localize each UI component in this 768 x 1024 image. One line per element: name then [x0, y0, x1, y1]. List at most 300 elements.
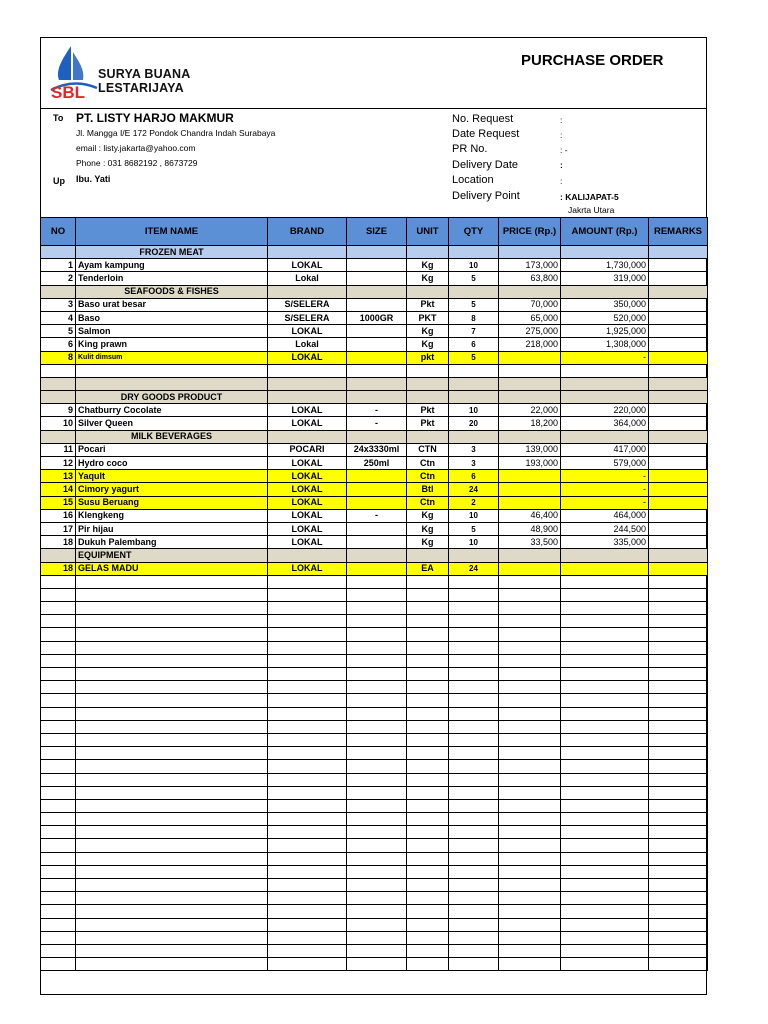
table-cell — [449, 588, 499, 601]
table-cell — [499, 615, 561, 628]
up-name: Ibu. Yati — [76, 174, 111, 184]
table-cell — [407, 707, 449, 720]
table-cell — [649, 760, 708, 773]
cell-item-name: Baso — [76, 311, 268, 324]
cell-row-number: 18 — [41, 562, 76, 575]
cell-amount: 520,000 — [561, 311, 649, 324]
cell-item-name: Salmon — [76, 325, 268, 338]
col-header-remarks: REMARKS — [649, 218, 708, 246]
empty-row — [41, 892, 708, 905]
table-cell — [268, 549, 347, 562]
cell-unit: Kg — [407, 536, 449, 549]
table-cell — [407, 786, 449, 799]
table-cell — [41, 681, 76, 694]
table-cell — [76, 786, 268, 799]
cell-unit: Kg — [407, 272, 449, 285]
table-cell — [76, 879, 268, 892]
table-cell — [76, 892, 268, 905]
table-cell — [499, 654, 561, 667]
table-cell — [649, 602, 708, 615]
table-cell — [268, 944, 347, 957]
table-cell — [41, 905, 76, 918]
cell-item-name: Susu Beruang — [76, 496, 268, 509]
cell-price: 46,400 — [499, 509, 561, 522]
cell-item-name: Kulit dimsum — [76, 351, 268, 364]
table-cell — [347, 931, 407, 944]
cell-unit: Kg — [407, 325, 449, 338]
cell-unit: EA — [407, 562, 449, 575]
table-cell — [41, 588, 76, 601]
table-cell — [561, 668, 649, 681]
table-cell — [561, 733, 649, 746]
table-cell — [561, 588, 649, 601]
table-cell — [449, 944, 499, 957]
table-cell — [561, 905, 649, 918]
table-cell — [407, 681, 449, 694]
table-cell — [449, 813, 499, 826]
table-cell — [561, 865, 649, 878]
table-cell — [449, 839, 499, 852]
table-cell — [76, 641, 268, 654]
cell-remarks — [649, 496, 708, 509]
table-cell — [41, 813, 76, 826]
table-cell — [649, 958, 708, 971]
table-cell — [407, 760, 449, 773]
cell-size — [347, 536, 407, 549]
table-cell — [76, 733, 268, 746]
cell-amount: - — [561, 483, 649, 496]
table-cell — [499, 364, 561, 377]
table-row — [41, 536, 708, 549]
table-cell — [499, 799, 561, 812]
table-cell — [347, 602, 407, 615]
cell-qty: 5 — [449, 272, 499, 285]
order-info-section — [41, 108, 706, 218]
cell-remarks — [649, 509, 708, 522]
cell-row-number: 18 — [41, 536, 76, 549]
table-cell — [499, 905, 561, 918]
cell-unit: Kg — [407, 509, 449, 522]
cell-row-number: 4 — [41, 311, 76, 324]
table-cell — [268, 918, 347, 931]
table-cell — [499, 733, 561, 746]
table-cell — [76, 760, 268, 773]
table-cell — [499, 931, 561, 944]
table-cell — [76, 826, 268, 839]
table-cell — [407, 879, 449, 892]
table-cell — [268, 707, 347, 720]
table-cell — [407, 615, 449, 628]
delivery-date-value: : — [560, 160, 563, 170]
table-cell — [407, 733, 449, 746]
cell-brand: LOKAL — [268, 457, 347, 470]
cell-item-name: Baso urat besar — [76, 298, 268, 311]
table-cell — [407, 654, 449, 667]
table-cell — [347, 799, 407, 812]
table-cell — [407, 720, 449, 733]
col-header-price: PRICE (Rp.) — [499, 218, 561, 246]
table-cell — [407, 865, 449, 878]
table-cell — [407, 773, 449, 786]
table-cell — [499, 852, 561, 865]
table-cell — [76, 575, 268, 588]
cell-price: 193,000 — [499, 457, 561, 470]
table-cell — [41, 549, 76, 562]
table-cell — [449, 654, 499, 667]
table-cell — [449, 892, 499, 905]
to-label: To — [53, 113, 64, 123]
table-cell — [268, 747, 347, 760]
table-cell — [449, 549, 499, 562]
table-cell — [561, 879, 649, 892]
table-cell — [649, 575, 708, 588]
table-cell — [41, 931, 76, 944]
cell-brand: LOKAL — [268, 483, 347, 496]
no-request-value: : — [560, 115, 563, 125]
table-cell — [649, 826, 708, 839]
cell-remarks — [649, 404, 708, 417]
table-cell — [649, 364, 708, 377]
table-cell — [499, 773, 561, 786]
table-cell — [649, 246, 708, 259]
table-cell — [41, 602, 76, 615]
table-cell — [649, 931, 708, 944]
cell-price: 22,000 — [499, 404, 561, 417]
table-cell — [407, 813, 449, 826]
table-cell — [268, 575, 347, 588]
cell-price — [499, 496, 561, 509]
table-cell — [41, 958, 76, 971]
cell-row-number: 13 — [41, 470, 76, 483]
cell-unit: Kg — [407, 259, 449, 272]
category-row — [41, 246, 708, 259]
cell-item-name: Pir hijau — [76, 522, 268, 535]
empty-row — [41, 905, 708, 918]
cell-qty: 3 — [449, 457, 499, 470]
table-cell — [499, 839, 561, 852]
cell-amount: - — [561, 496, 649, 509]
cell-row-number: 1 — [41, 259, 76, 272]
table-cell — [41, 852, 76, 865]
cell-qty: 10 — [449, 404, 499, 417]
cell-price — [499, 562, 561, 575]
purchase-order-sheet — [40, 37, 707, 995]
table-cell — [499, 813, 561, 826]
category-row — [41, 391, 708, 404]
table-row — [41, 351, 708, 364]
cell-remarks — [649, 338, 708, 351]
table-row — [41, 483, 708, 496]
table-cell — [561, 852, 649, 865]
location-label: Location — [452, 174, 494, 186]
cell-amount: 1,730,000 — [561, 259, 649, 272]
table-cell — [499, 918, 561, 931]
delivery-point-value: : KALIJAPAT-5 — [560, 192, 619, 202]
cell-remarks — [649, 536, 708, 549]
cell-size — [347, 351, 407, 364]
table-cell — [268, 654, 347, 667]
cell-row-number: 14 — [41, 483, 76, 496]
table-cell — [76, 377, 268, 390]
cell-brand: LOKAL — [268, 536, 347, 549]
cell-brand: LOKAL — [268, 351, 347, 364]
table-cell — [76, 931, 268, 944]
table-row — [41, 417, 708, 430]
empty-row — [41, 641, 708, 654]
cell-row-number: 5 — [41, 325, 76, 338]
table-cell — [499, 865, 561, 878]
table-cell — [347, 377, 407, 390]
empty-row — [41, 839, 708, 852]
empty-row — [41, 747, 708, 760]
table-cell — [347, 786, 407, 799]
table-cell — [499, 391, 561, 404]
pr-no-label: PR No. — [452, 143, 488, 155]
cell-qty: 10 — [449, 509, 499, 522]
table-cell — [347, 391, 407, 404]
cell-unit: Pkt — [407, 417, 449, 430]
table-cell — [561, 602, 649, 615]
table-cell — [649, 879, 708, 892]
table-cell — [268, 931, 347, 944]
table-cell — [76, 628, 268, 641]
table-cell — [41, 799, 76, 812]
empty-row — [41, 918, 708, 931]
table-cell — [407, 246, 449, 259]
cell-amount: 417,000 — [561, 443, 649, 456]
table-cell — [41, 786, 76, 799]
table-cell — [499, 588, 561, 601]
cell-item-name: Hydro coco — [76, 457, 268, 470]
table-cell — [407, 958, 449, 971]
cell-amount: - — [561, 470, 649, 483]
cell-remarks — [649, 470, 708, 483]
table-cell — [649, 615, 708, 628]
table-cell — [649, 892, 708, 905]
table-cell — [407, 575, 449, 588]
table-cell — [268, 641, 347, 654]
table-cell — [347, 773, 407, 786]
cell-item-name: Ayam kampung — [76, 259, 268, 272]
cell-amount: 1,925,000 — [561, 325, 649, 338]
table-cell — [347, 430, 407, 443]
table-cell — [499, 681, 561, 694]
cell-size — [347, 470, 407, 483]
table-cell — [76, 958, 268, 971]
table-cell — [268, 588, 347, 601]
table-cell — [347, 668, 407, 681]
cell-brand: LOKAL — [268, 470, 347, 483]
table-cell — [499, 944, 561, 957]
table-cell — [649, 391, 708, 404]
category-label: MILK BEVERAGES — [76, 430, 268, 443]
table-cell — [41, 641, 76, 654]
table-cell — [561, 826, 649, 839]
table-cell — [76, 799, 268, 812]
table-cell — [649, 377, 708, 390]
table-cell — [561, 285, 649, 298]
cell-remarks — [649, 483, 708, 496]
table-cell — [561, 694, 649, 707]
table-row — [41, 259, 708, 272]
cell-unit: Ctn — [407, 496, 449, 509]
cell-size — [347, 272, 407, 285]
table-cell — [347, 865, 407, 878]
cell-price: 70,000 — [499, 298, 561, 311]
table-cell — [499, 668, 561, 681]
table-cell — [649, 799, 708, 812]
table-cell — [561, 246, 649, 259]
cell-brand: LOKAL — [268, 496, 347, 509]
empty-row — [41, 628, 708, 641]
table-cell — [41, 720, 76, 733]
empty-row — [41, 958, 708, 971]
cell-size — [347, 562, 407, 575]
table-cell — [407, 430, 449, 443]
empty-row — [41, 707, 708, 720]
table-cell — [347, 892, 407, 905]
table-cell — [561, 641, 649, 654]
cell-remarks — [649, 562, 708, 575]
cell-price: 33,500 — [499, 536, 561, 549]
table-row — [41, 496, 708, 509]
table-cell — [268, 852, 347, 865]
cell-size — [347, 483, 407, 496]
cell-item-name: Chatburry Cocolate — [76, 404, 268, 417]
table-cell — [649, 694, 708, 707]
table-cell — [347, 707, 407, 720]
empty-row — [41, 786, 708, 799]
table-cell — [649, 720, 708, 733]
table-cell — [449, 430, 499, 443]
table-cell — [41, 377, 76, 390]
table-row — [41, 338, 708, 351]
table-cell — [41, 364, 76, 377]
cell-item-name: Silver Queen — [76, 417, 268, 430]
cell-row-number: 16 — [41, 509, 76, 522]
table-cell — [268, 733, 347, 746]
cell-price: 48,900 — [499, 522, 561, 535]
col-header-no: NO — [41, 218, 76, 246]
table-cell — [561, 760, 649, 773]
logo-text: SBL — [51, 83, 85, 102]
table-cell — [407, 602, 449, 615]
company-name-line1: SURYA BUANA — [98, 67, 191, 81]
cell-price: 139,000 — [499, 443, 561, 456]
cell-unit: Pkt — [407, 404, 449, 417]
table-cell — [499, 786, 561, 799]
empty-row — [41, 615, 708, 628]
cell-remarks — [649, 311, 708, 324]
supplier-phone: Phone : 031 8682192 , 8673729 — [76, 158, 198, 168]
table-cell — [561, 377, 649, 390]
cell-remarks — [649, 259, 708, 272]
supplier-email: email : listy.jakarta@yahoo.com — [76, 143, 196, 153]
cell-item-name: Yaqult — [76, 470, 268, 483]
cell-brand: Lokal — [268, 272, 347, 285]
table-cell — [449, 628, 499, 641]
table-cell — [649, 641, 708, 654]
table-cell — [407, 944, 449, 957]
table-cell — [449, 773, 499, 786]
document-title: PURCHASE ORDER — [521, 52, 664, 69]
table-cell — [407, 549, 449, 562]
table-cell — [449, 905, 499, 918]
cell-item-name: Cimory yagurt — [76, 483, 268, 496]
table-cell — [268, 760, 347, 773]
col-header-item-name: ITEM NAME — [76, 218, 268, 246]
table-cell — [268, 839, 347, 852]
col-header-unit: UNIT — [407, 218, 449, 246]
table-cell — [499, 377, 561, 390]
table-cell — [561, 944, 649, 957]
empty-row — [41, 575, 708, 588]
cell-brand: LOKAL — [268, 509, 347, 522]
items-table — [40, 217, 708, 971]
table-row — [41, 404, 708, 417]
table-cell — [649, 747, 708, 760]
table-cell — [76, 602, 268, 615]
table-cell — [76, 865, 268, 878]
cell-unit: Pkt — [407, 298, 449, 311]
table-cell — [561, 747, 649, 760]
cell-row-number: 8 — [41, 351, 76, 364]
cell-remarks — [649, 325, 708, 338]
table-cell — [449, 865, 499, 878]
table-cell — [76, 905, 268, 918]
table-cell — [449, 694, 499, 707]
empty-row — [41, 654, 708, 667]
table-cell — [76, 852, 268, 865]
table-cell — [449, 747, 499, 760]
table-cell — [76, 944, 268, 957]
table-cell — [649, 681, 708, 694]
table-cell — [347, 944, 407, 957]
cell-amount — [561, 562, 649, 575]
table-cell — [561, 681, 649, 694]
category-label: FROZEN MEAT — [76, 246, 268, 259]
cell-item-name: King prawn — [76, 338, 268, 351]
table-cell — [407, 668, 449, 681]
table-cell — [76, 839, 268, 852]
table-cell — [268, 773, 347, 786]
table-row — [41, 562, 708, 575]
table-cell — [268, 602, 347, 615]
table-cell — [649, 918, 708, 931]
table-cell — [649, 852, 708, 865]
table-cell — [649, 654, 708, 667]
cell-price — [499, 351, 561, 364]
cell-remarks — [649, 417, 708, 430]
empty-row — [41, 773, 708, 786]
cell-remarks — [649, 443, 708, 456]
table-cell — [649, 865, 708, 878]
cell-price: 275,000 — [499, 325, 561, 338]
table-cell — [561, 892, 649, 905]
cell-price — [499, 470, 561, 483]
table-cell — [449, 931, 499, 944]
table-row — [41, 457, 708, 470]
table-cell — [407, 931, 449, 944]
cell-qty: 7 — [449, 325, 499, 338]
table-cell — [449, 852, 499, 865]
table-cell — [561, 918, 649, 931]
delivery-point-label: Delivery Point — [452, 190, 520, 202]
table-cell — [41, 575, 76, 588]
cell-qty: 3 — [449, 443, 499, 456]
table-cell — [347, 628, 407, 641]
table-row — [41, 325, 708, 338]
